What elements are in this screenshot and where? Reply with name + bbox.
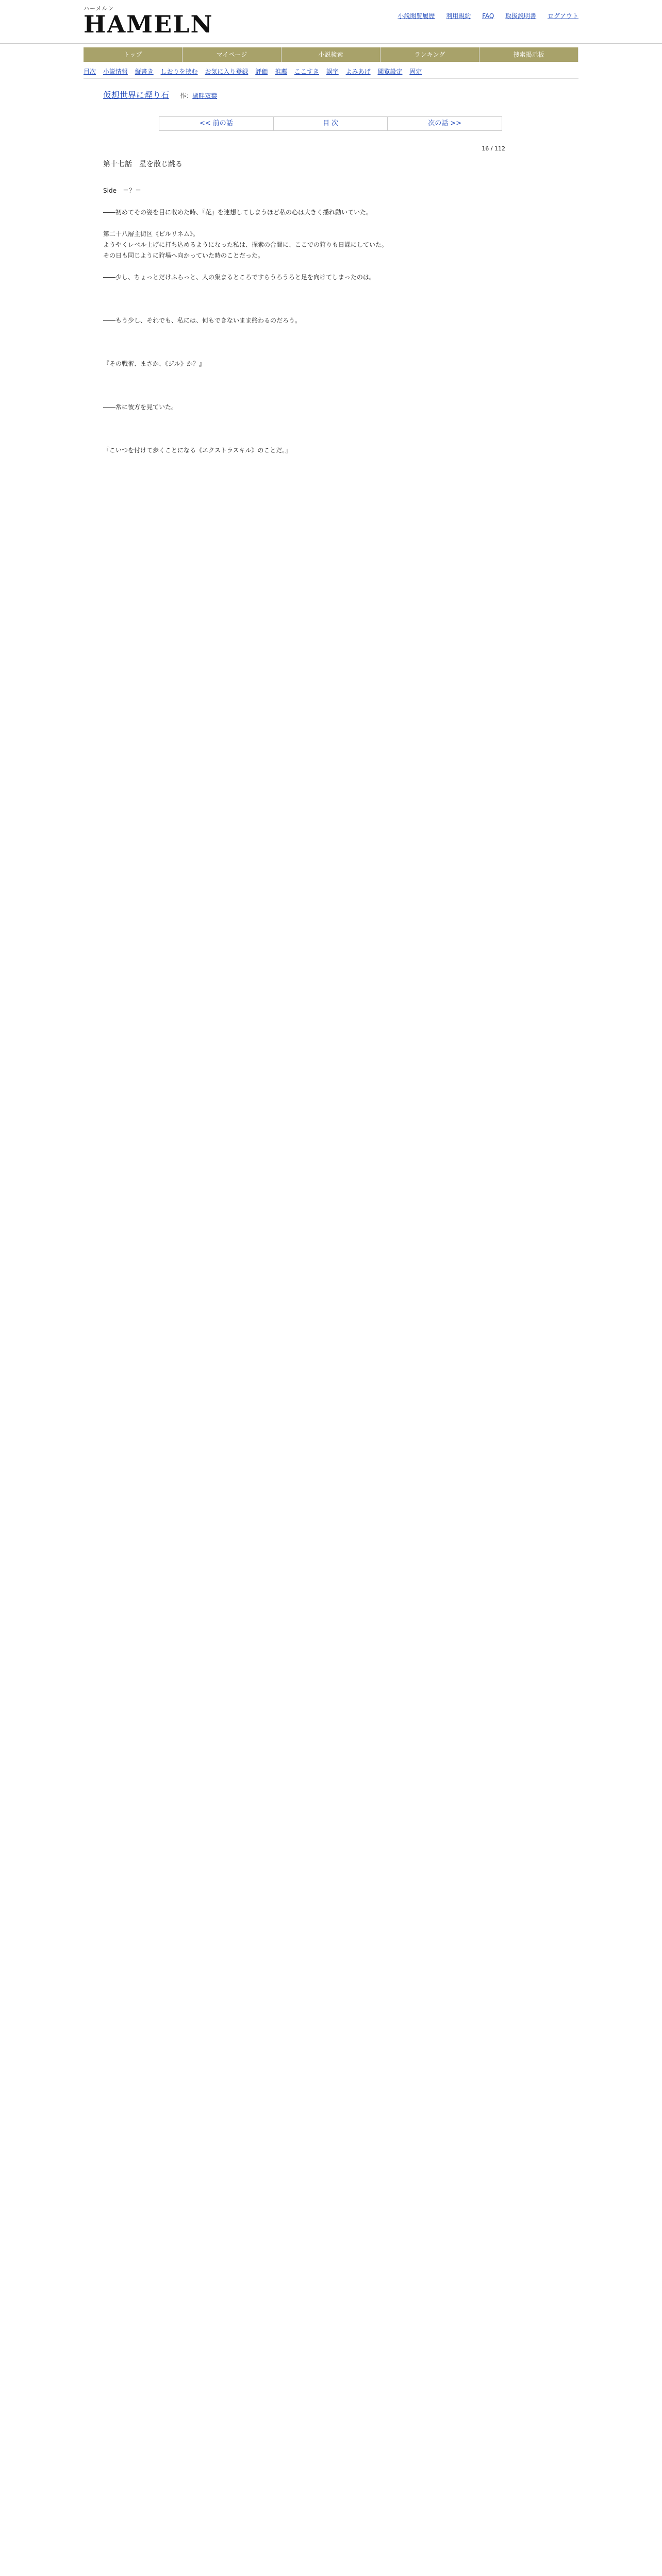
prev-episode-link[interactable]: << 前の話	[159, 117, 274, 130]
story-title-row	[103, 89, 217, 100]
story-paragraph: ようやくレベル上げに打ち込めるようになった私は、探索の合間に、ここでの狩りも日課にしていた。	[103, 241, 388, 248]
story-paragraph: 『その戦術、まさか、《ジル》か？』	[103, 360, 205, 367]
story-paragraph: その日も同じように狩場へ向かっていた時のことだった。	[103, 252, 264, 259]
paragraph-gap	[103, 423, 505, 434]
logo-subtitle: ハーメルン	[84, 5, 114, 12]
story-paragraph: ――少し、ちょっとだけふらっと、人の集まるところですらうろうろと足を向けてしまったのは。	[103, 274, 375, 281]
author-link[interactable]: 湖畔双葉	[192, 92, 218, 99]
nav-mypage[interactable]: マイページ	[183, 47, 282, 62]
subnav-info[interactable]: 小説情報	[103, 68, 128, 75]
story-paragraph: 『こいつを付けて歩くことになる《エクストラスキル》のことだ。』	[103, 447, 292, 454]
subnav-fix[interactable]: 固定	[409, 68, 422, 75]
subnav-typo[interactable]: 誤字	[326, 68, 339, 75]
paragraph-gap	[103, 434, 505, 445]
subnav-vertical[interactable]: 縦書き	[135, 68, 154, 75]
subnav-like[interactable]: ここすき	[294, 68, 319, 75]
author-line	[180, 92, 217, 99]
story-paragraph: Side ＝？＝	[103, 187, 141, 194]
paragraph-gap	[103, 413, 505, 423]
episode-pager	[159, 116, 502, 131]
link-history[interactable]: 小説閲覧履歴	[398, 12, 435, 20]
nav-top[interactable]: トップ	[84, 47, 183, 62]
link-terms[interactable]: 利用規約	[446, 12, 471, 20]
story-paragraph: ――もう少し、それでも、私には、何もできないまま終わるのだろう。	[103, 317, 302, 324]
next-episode-link[interactable]: 次の話 >>	[428, 120, 462, 127]
paragraph-gap	[103, 391, 505, 402]
site-logo[interactable]	[84, 4, 213, 39]
link-logout[interactable]: ログアウト	[547, 12, 578, 20]
subnav-recommend[interactable]: 推薦	[275, 68, 288, 75]
paragraph-gap	[103, 261, 505, 272]
subnav-rate[interactable]: 評価	[255, 68, 268, 75]
page-counter: 16 / 112	[482, 145, 505, 152]
chapter-title: 第十七話 星を散じ跳る	[103, 160, 183, 168]
paragraph-gap	[103, 326, 505, 337]
paragraph-gap	[103, 283, 505, 294]
paragraph-gap	[103, 294, 505, 304]
paragraph-gap	[103, 196, 505, 207]
paragraph-gap	[103, 337, 505, 348]
nav-search[interactable]: 小説検索	[282, 47, 380, 62]
story-paragraph: ――初めてその姿を目に収めた時、『花』を連想してしまうほど私の心は大きく揺れ動いていた。	[103, 209, 373, 216]
paragraph-gap	[103, 380, 505, 391]
index-link[interactable]: 目 次	[274, 117, 388, 130]
subnav-settings[interactable]: 閲覧設定	[377, 68, 403, 75]
subnav-bookmark[interactable]: しおりを挟む	[160, 68, 198, 75]
link-manual[interactable]: 取扱説明書	[505, 12, 537, 20]
story-title[interactable]: 仮想世界に煙り石	[103, 90, 170, 100]
paragraph-gap	[103, 369, 505, 380]
link-faq[interactable]: FAQ	[482, 12, 494, 20]
story-paragraph: ――常に彼方を見ていた。	[103, 403, 178, 411]
paragraph-gap	[103, 304, 505, 315]
subnav-favorite[interactable]: お気に入り登録	[205, 68, 249, 75]
subnav-index[interactable]: 目次	[84, 68, 96, 75]
top-links	[388, 11, 578, 20]
nav-board[interactable]: 捜索掲示板	[479, 47, 578, 62]
paragraph-gap	[103, 218, 505, 229]
story-body	[103, 185, 505, 456]
author-label: 作：	[180, 92, 193, 99]
paragraph-gap	[103, 348, 505, 359]
nav-ranking[interactable]: ランキング	[380, 47, 479, 62]
logo-title: HAMELN	[84, 10, 213, 38]
main-nav	[84, 47, 578, 62]
subnav-readaloud[interactable]: よみあげ	[345, 68, 371, 75]
site-header	[0, 0, 662, 44]
story-subnav	[84, 67, 578, 79]
story-paragraph: 第二十八層主街区《ビルリネム》。	[103, 230, 199, 238]
